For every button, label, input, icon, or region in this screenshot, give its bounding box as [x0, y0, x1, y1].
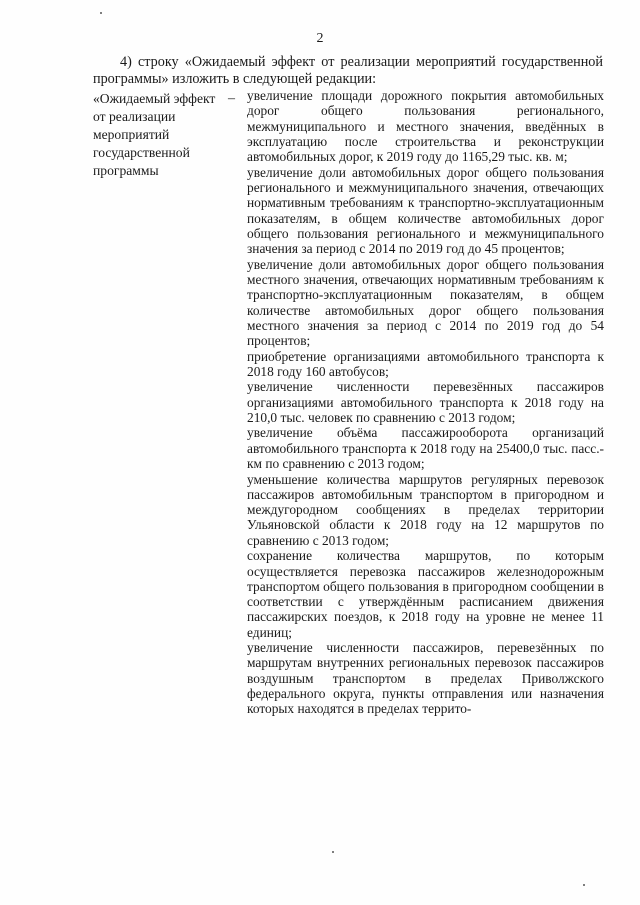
- scan-speck: [100, 12, 102, 14]
- column-dash: –: [228, 91, 235, 106]
- left-column-label: «Ожидаемый эффект от реализации мероприятий государственной программы: [93, 91, 216, 178]
- effect-item: приобретение организациями автомобильного транспорта к 2018 году 160 автобусов;: [247, 348, 604, 379]
- page-number: 2: [316, 31, 324, 46]
- intro-paragraph: 4) строку «Ожидаемый эффект от реализации мероприятий государственной программы» изложить в следующей редакции:: [93, 54, 603, 87]
- effect-item: сохранение количества маршрутов, по которым осуществляется перевозка пассажиров железнодорожным транспортом общего пользования в пригородном сообщении в соответствии с утверждённым расписанием движения пассажирских поездов, к 2018 году на уровне не менее 11 единиц;: [247, 548, 604, 640]
- effect-item: увеличение объёма пассажирооборота организаций автомобильного транспорта к 2018 году на 25400,0 тыс. пасс.-км по сравнению с 2013 годом;: [247, 425, 604, 472]
- effect-item: увеличение численности пассажиров, перевезённых по маршрутам внутренних региональных перевозок пассажиров воздушным транспортом в пределах Приволжского федерального округа, пункты отправления или назначения которых находятся в пределах террито-: [247, 640, 604, 717]
- scan-speck: [583, 884, 585, 886]
- effect-item: увеличение площади дорожного покрытия автомобильных дорог общего пользования регионального, межмуниципального и местного значения, введённых в эксплуатацию после строительства и реконструкции автомобильных дорог, к 2019 году до 1165,29 тыс. кв. м;: [247, 88, 604, 165]
- effect-item: уменьшение количества маршрутов регулярных перевозок пассажиров автомобильным транспортом в пригородном и междугородном сообщениях в пределах территории Ульяновской области к 2018 году на 12 маршрутов по сравнению с 2013 годом;: [247, 471, 604, 548]
- effect-item: увеличение численности перевезённых пассажиров организациями автомобильного транспорта к 2018 году на 210,0 тыс. человек по сравнению с 2013 годом;: [247, 379, 604, 425]
- right-column-effects: [247, 88, 604, 717]
- effect-item: увеличение доли автомобильных дорог общего пользования местного значения, отвечающих нормативным требованиям к транспортно-эксплуатационным показателям, в общем количестве автомобильных дорог общего пользования местного значения за период с 2014 по 2019 год до 54 процентов;: [247, 256, 604, 349]
- scan-speck: [332, 851, 334, 853]
- effect-item: увеличение доли автомобильных дорог общего пользования регионального и межмуниципального значения, отвечающих нормативным требованиям к транспортно-эксплуатационным показателям, в общем количестве автомобильных дорог общего пользования регионального и межмуниципального значения за период с 2014 по 2019 год до 45 процентов;: [247, 164, 604, 257]
